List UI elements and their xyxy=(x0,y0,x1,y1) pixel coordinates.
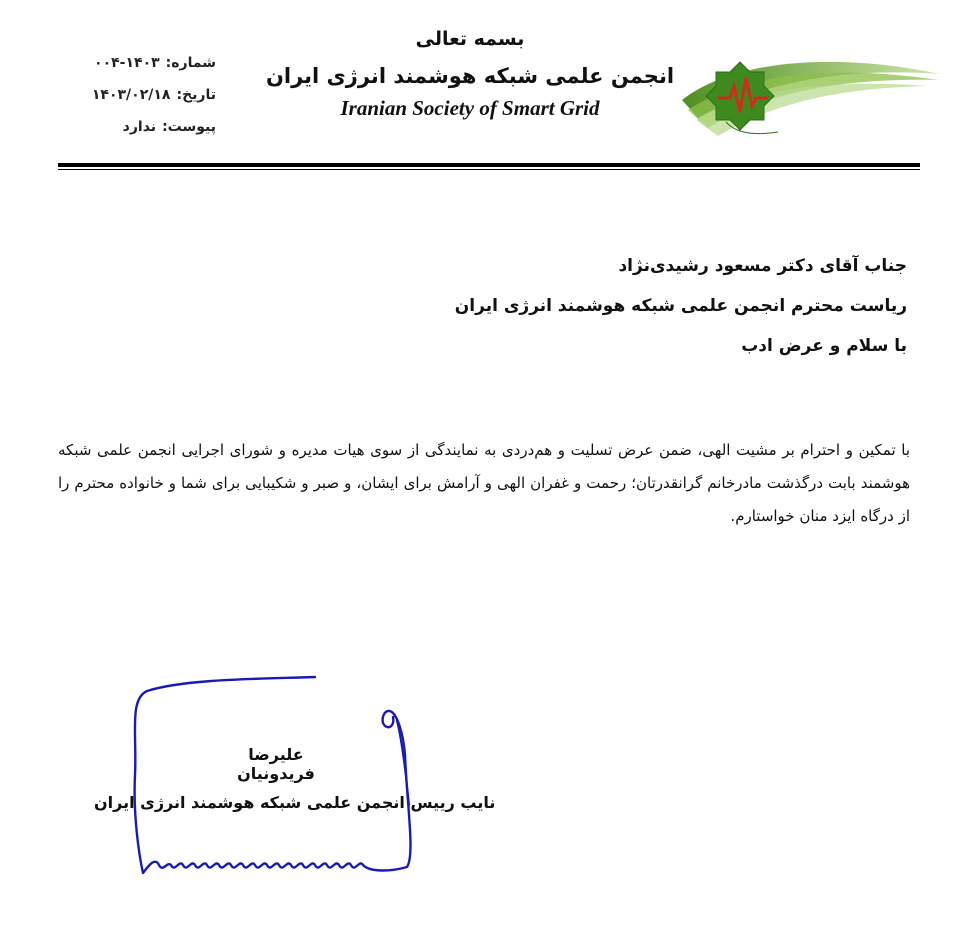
letter-attachment-row xyxy=(40,116,216,148)
society-name-persian: انجمن علمی شبکه هوشمند انرژی ایران xyxy=(265,64,675,88)
society-logo xyxy=(678,48,948,143)
letter-meta xyxy=(40,52,216,148)
letter-date-value: ۱۴۰۳/۰۲/۱۸ xyxy=(91,87,171,103)
letter-number-row xyxy=(40,52,216,84)
signer-name: علیرضا فریدونیان xyxy=(237,745,315,783)
letter-number-value: ۰۰۴-۱۴۰۳ xyxy=(94,55,160,71)
addressee-position: ریاست محترم انجمن علمی شبکه هوشمند انرژی ایران xyxy=(454,296,907,316)
bismillah-heading: بسمه تعالی xyxy=(415,28,525,50)
addressee-name: جناب آقای دکتر مسعود رشیدی‌نژاد xyxy=(618,256,907,276)
letterhead-title-block xyxy=(250,30,690,119)
letter-attachment-value: ندارد xyxy=(122,119,157,135)
header-divider-thin xyxy=(58,169,920,170)
society-name-english: Iranian Society of Smart Grid xyxy=(340,96,600,120)
letter-body: با تمکین و احترام بر مشیت الهی، ضمن عرض تسلیت و هم‌دردی به نمایندگی از سوی هیات مدیره و شورای اجرایی انجمن علمی شبکه هوشمند بابت درگذشت مادرخانم گرانقدرتان؛ رحمت و غفران الهی و آرامش برای ایشان، و صبر و شکیبایی برای شما و خانواده محترم را از درگاه ایزد منان خواستارم. xyxy=(58,441,910,525)
letter-date-label: تاریخ: xyxy=(176,87,216,103)
letter-number-label: شماره: xyxy=(165,55,216,71)
salutation: با سلام و عرض ادب xyxy=(741,336,907,356)
letter-date-row xyxy=(40,84,216,116)
addressee-block xyxy=(207,258,907,378)
header-divider-thick xyxy=(58,163,920,167)
letter-attachment-label: پیوست: xyxy=(162,119,216,135)
signer-title: نایب رییس انجمن علمی شبکه هوشمند انرژی ایران xyxy=(94,793,496,812)
